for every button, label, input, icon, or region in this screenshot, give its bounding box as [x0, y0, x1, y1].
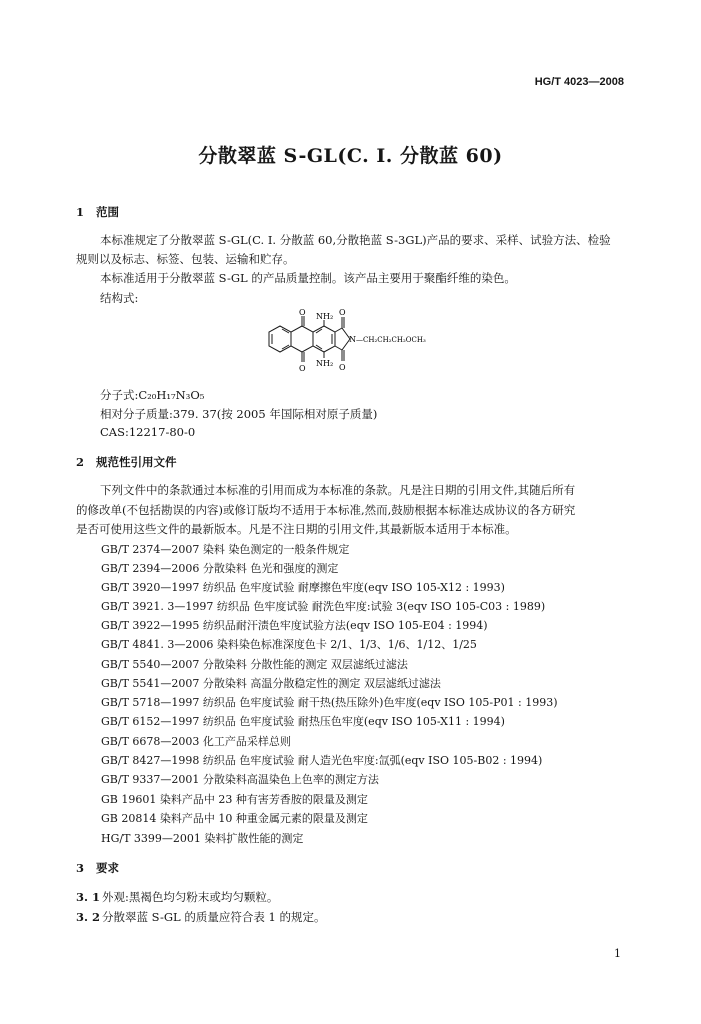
- reference-item: GB 20814 染料产品中 10 种重金属元素的限量及测定: [101, 812, 368, 825]
- cas-number: CAS:12217-80-0: [100, 425, 196, 439]
- clause-text: 分散翠蓝 S-GL 的质量应符合表 1 的规定。: [102, 910, 326, 924]
- reference-item: GB/T 5541—2007 分散染料 高温分散稳定性的测定 双层滤纸过滤法: [101, 677, 441, 690]
- oxygen-label: O: [339, 308, 346, 317]
- structural-formula: [260, 304, 480, 380]
- side-chain-label: —CH₂CH₂CH₂OCH₃: [356, 336, 426, 344]
- reference-item: GB/T 2374—2007 染料 染色测定的一般条件规定: [101, 543, 350, 556]
- reference-item: HG/T 3399—2001 染料扩散性能的测定: [101, 832, 304, 845]
- section-title: 规范性引用文件: [96, 455, 177, 469]
- amino-label: NH₂: [316, 312, 334, 321]
- scope-paragraph-line: 本标准规定了分散翠蓝 S-GL(C. I. 分散蓝 60,分散艳蓝 S-3GL)产品的要求、采样、试验方法、检验: [100, 233, 611, 247]
- reference-item: GB/T 4841. 3—2006 染料染色标准深度色卡 2/1、1/3、1/6、1/12、1/25: [101, 638, 477, 651]
- reference-item: GB/T 6152—1997 纺织品 色牢度试验 耐热压色牢度(eqv ISO 105-X11 : 1994): [101, 715, 505, 728]
- molecular-formula: 分子式:C₂₀H₁₇N₃O₅: [100, 388, 205, 402]
- page-number: 1: [614, 947, 621, 960]
- references-intro-line: 的修改单(不包括勘误的内容)或修订版均不适用于本标准,然而,鼓励根据本标准达成协议的各方研究: [76, 503, 576, 517]
- section-title: 范围: [96, 205, 119, 219]
- reference-item: GB/T 3921. 3—1997 纺织品 色牢度试验 耐洗色牢度:试验 3(eqv ISO 105-C03 : 1989): [101, 600, 546, 613]
- reference-item: GB/T 5718—1997 纺织品 色牢度试验 耐干热(热压除外)色牢度(eqv ISO 105-P01 : 1993): [101, 696, 558, 709]
- section-title: 要求: [96, 861, 119, 875]
- nitrogen-label: N: [349, 335, 356, 344]
- document-title: 分散翠蓝 S-GL(C. I. 分散蓝 60): [198, 145, 503, 167]
- section-3-heading: [76, 860, 119, 876]
- references-intro-line: 是否可使用这些文件的最新版本。凡是不注日期的引用文件,其最新版本适用于本标准。: [76, 522, 517, 536]
- reference-item: GB/T 6678—2003 化工产品采样总则: [101, 735, 291, 748]
- reference-item: GB/T 2394—2006 分散染料 色光和强度的测定: [101, 562, 339, 575]
- reference-item: GB 19601 染料产品中 23 种有害芳香胺的限量及测定: [101, 793, 368, 806]
- requirement-item: [76, 889, 278, 905]
- standard-code: HG/T 4023—2008: [534, 76, 624, 88]
- reference-item: GB/T 3922—1995 纺织品耐汗渍色牢度试验方法(eqv ISO 105-E04 : 1994): [101, 619, 488, 632]
- section-1-heading: [76, 204, 119, 220]
- scope-paragraph-line: 规则以及标志、标签、包装、运输和贮存。: [76, 252, 295, 266]
- oxygen-label: O: [339, 363, 346, 372]
- scope-paragraph: 本标准适用于分散翠蓝 S-GL 的产品质量控制。该产品主要用于聚酯纤维的染色。: [100, 271, 516, 285]
- reference-item: GB/T 3920—1997 纺织品 色牢度试验 耐摩擦色牢度(eqv ISO 105-X12 : 1993): [101, 581, 505, 594]
- molecular-mass: 相对分子质量:379. 37(按 2005 年国际相对原子质量): [100, 407, 378, 421]
- structure-label: 结构式:: [100, 291, 139, 305]
- oxygen-label: O: [299, 308, 306, 317]
- section-number: 1: [76, 205, 85, 219]
- reference-item: GB/T 8427—1998 纺织品 色牢度试验 耐人造光色牢度:氙弧(eqv ISO 105-B02 : 1994): [101, 754, 543, 767]
- section-number: 2: [76, 455, 85, 469]
- oxygen-label: O: [299, 364, 306, 373]
- quinone-ring: [291, 326, 313, 352]
- clause-text: 外观:黑褐色均匀粉末或均匀颗粒。: [102, 890, 279, 904]
- clause-number: 3. 2: [76, 910, 101, 924]
- references-intro-line: 下列文件中的条款通过本标准的引用而成为本标准的条款。凡是注日期的引用文件,其随后所有: [100, 483, 576, 497]
- section-2-heading: [76, 454, 177, 470]
- clause-number: 3. 1: [76, 890, 101, 904]
- reference-item: GB/T 5540—2007 分散染料 分散性能的测定 双层滤纸过滤法: [101, 658, 408, 671]
- amino-label: NH₂: [316, 359, 334, 368]
- section-number: 3: [76, 861, 85, 875]
- reference-item: GB/T 9337—2001 分散染料高温染色上色率的测定方法: [101, 773, 379, 786]
- requirement-item: [76, 909, 325, 925]
